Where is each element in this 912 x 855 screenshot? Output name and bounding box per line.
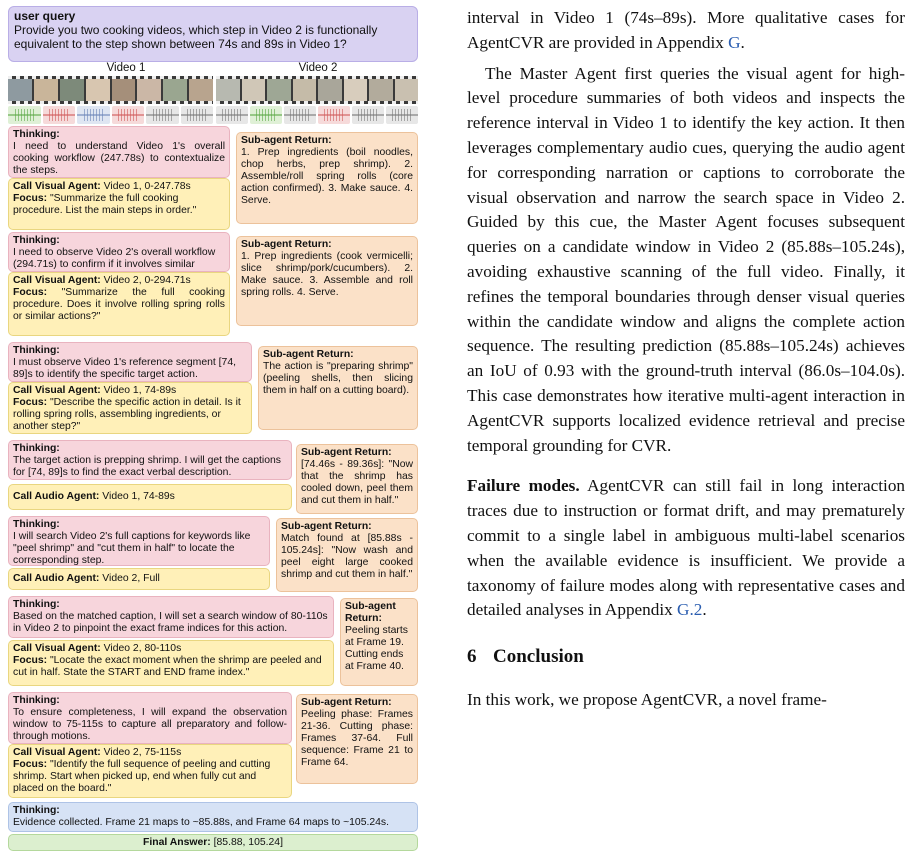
return-text: Peeling starts at Frame 19. Cutting ends at Frame 40. xyxy=(345,625,408,672)
step3-return xyxy=(258,346,418,430)
paragraph-continued xyxy=(467,6,905,56)
final-thinking-text: Evidence collected. Frame 21 maps to ~85.88s, and Frame 64 maps to ~105.24s. xyxy=(13,817,390,828)
call-text: Video 2, 75-115s xyxy=(103,747,182,758)
thinking-text: I need to understand Video 1's overall cooking workflow (247.78s) to contextualize the steps. xyxy=(13,141,225,176)
step6-call xyxy=(8,640,334,686)
call-text: Video 1, 74-89s xyxy=(103,385,177,396)
section-title: Conclusion xyxy=(493,646,584,668)
thinking-label: Thinking: xyxy=(13,599,60,610)
thinking-text: I will search Video 2's full captions for keywords like "peel shrimp" and "cut them in half" to locate the corresponding step. xyxy=(13,531,251,566)
paragraph-end: . xyxy=(702,600,707,620)
thinking-text: To ensure completeness, I will expand the observation window to 75-115s to capture all preparatory and follow-through motions. xyxy=(13,707,287,742)
return-text: The action is "preparing shrimp" (peeling shells, then slicing them in half on a cutting board). xyxy=(263,361,413,396)
call-label: Call Audio Agent: xyxy=(13,491,100,502)
return-label: Sub-agent Return: xyxy=(301,697,392,708)
step6-return xyxy=(340,598,418,686)
paragraph-failure-modes xyxy=(467,474,905,623)
return-label: Sub-agent Return: xyxy=(263,349,354,360)
return-text: Peeling phase: Frames 21-36. Cutting phase: Frames 37-64. Full sequence: Frame 21 to Frame 64. xyxy=(301,709,413,768)
paragraph-text: AgentCVR can still fail in long interaction traces due to instruction or format drift, and may prematurely commit to a single label in ambiguous multi-label scenarios when the available evidence is insufficient. We provide a taxonomy of failure modes along with representative cases and detailed analyses in Appendix xyxy=(467,476,906,620)
section-heading xyxy=(467,645,905,670)
step3-call xyxy=(8,382,252,434)
focus-text: "Describe the specific action in detail. Is it rolling spring rolls, assembling ingredients, or another step?" xyxy=(13,397,241,432)
paragraph-text: interval in Video 1 (74s–89s). More qualitative cases for AgentCVR are provided in Appendix xyxy=(467,8,905,52)
focus-label: Focus: xyxy=(13,287,48,298)
call-label: Call Visual Agent: xyxy=(13,385,101,396)
step7-call xyxy=(8,744,292,798)
focus-text: "Summarize the full cooking procedure. Does it involve rolling spring rolls or similar actions?" xyxy=(13,287,225,322)
step2-return xyxy=(236,236,418,326)
failure-modes-heading: Failure modes. xyxy=(467,476,580,496)
final-answer xyxy=(8,834,418,851)
call-label: Call Visual Agent: xyxy=(13,747,101,758)
step5-return xyxy=(276,518,418,592)
call-text: Video 2, 0-294.71s xyxy=(103,275,191,286)
final-answer-value: [85.88, 105.24] xyxy=(213,837,283,848)
step4-call xyxy=(8,484,292,510)
step6-thinking xyxy=(8,596,334,638)
call-label: Call Visual Agent: xyxy=(13,643,101,654)
video2-audio-waveform xyxy=(216,105,418,125)
step2-call xyxy=(8,272,230,336)
appendix-link-g2[interactable]: G.2 xyxy=(677,600,703,620)
agent-trace-figure xyxy=(6,6,421,854)
call-label: Call Audio Agent: xyxy=(13,573,100,584)
thinking-text: Based on the matched caption, I will set a search window of 80-110s in Video 2 to pinpoint the exact frame indices for this action. xyxy=(13,611,328,634)
call-text: Video 2, Full xyxy=(102,573,160,584)
step5-thinking xyxy=(8,516,270,566)
return-text: Match found at [85.88s - 105.24s]: "Now wash and peel eight large cooked shrimp and cut them in half." xyxy=(281,533,413,580)
thinking-label: Thinking: xyxy=(13,695,60,706)
focus-label: Focus: xyxy=(13,759,48,770)
call-text: Video 1, 74-89s xyxy=(102,491,175,502)
section-number: 6 xyxy=(467,646,477,668)
video1-filmstrip xyxy=(8,76,213,104)
thinking-text: I must observe Video 1's reference segment [74, 89]s to identify the specific target action. xyxy=(13,357,237,380)
step7-return xyxy=(296,694,418,784)
focus-text: "Locate the exact moment when the shrimp are peeled and cut in half. State the START and END frame index." xyxy=(13,655,322,678)
video2-filmstrip xyxy=(216,76,418,104)
step2-thinking xyxy=(8,232,230,272)
call-text: Video 1, 0-247.78s xyxy=(103,181,191,192)
paper-text-column xyxy=(467,0,905,713)
return-label: Sub-agent Return: xyxy=(241,135,332,146)
return-label: Sub-agent Return: xyxy=(281,521,372,532)
user-query-label: user query xyxy=(14,9,76,23)
step1-return xyxy=(236,132,418,224)
final-answer-label: Final Answer: xyxy=(143,837,211,848)
thinking-label: Thinking: xyxy=(13,519,60,530)
thinking-label: Thinking: xyxy=(13,235,60,246)
step3-thinking xyxy=(8,342,252,382)
call-label: Call Visual Agent: xyxy=(13,275,101,286)
thinking-label: Thinking: xyxy=(13,345,60,356)
call-text: Video 2, 80-110s xyxy=(103,643,182,654)
paragraph-end: . xyxy=(740,32,745,52)
paragraph-master-agent: The Master Agent first queries the visual agent for high-level procedure summaries of both videos and inspects the reference interval in Video 1 to identify the key action. It then leverages complementary audio cues, querying the audio agent for corresponding narration or captions to corroborate the visual observation and narrow the search space in Video 2. Guided by this cue, the Master Agent focuses subsequent queries on a candidate window in Video 2 (85.88s–105.24s), avoiding exhaustive scanning of the full video. Finally, it refines the temporal boundaries through denser visual queries within the candidate window and aligns the complete action sequence. The resulting prediction (85.88s–105.24s) achieves an IoU of 0.93 with the ground-truth interval (86.0s–104.0s). This case demonstrates how iterative multi-agent interaction in AgentCVR supports localized evidence retrieval and precise temporal grounding for CVR. xyxy=(467,63,905,455)
step1-call xyxy=(8,178,230,230)
return-label: Sub-agent Return: xyxy=(345,601,396,624)
return-label: Sub-agent Return: xyxy=(241,239,332,250)
user-query-text: Provide you two cooking videos, which step in Video 2 is functionally equivalent to the step shown between 74s and 89s in Video 1? xyxy=(14,23,378,51)
focus-text: "Summarize the full cooking procedure. List the main steps in order." xyxy=(13,193,197,216)
step4-return xyxy=(296,444,418,514)
thinking-text: The target action is prepping shrimp. I will get the captions for [74, 89]s to find the exact verbal description. xyxy=(13,455,281,478)
video2-label: Video 2 xyxy=(298,62,338,74)
paragraph-conclusion: In this work, we propose AgentCVR, a novel frame- xyxy=(467,689,827,709)
focus-text: "Identify the full sequence of peeling and cutting shrimp. Start when picked up, end when fully cut and placed on the board." xyxy=(13,759,271,794)
step7-thinking xyxy=(8,692,292,744)
step1-thinking xyxy=(8,126,230,178)
thinking-label: Thinking: xyxy=(13,443,60,454)
focus-label: Focus: xyxy=(13,655,48,666)
step5-call xyxy=(8,568,270,590)
thinking-label: Thinking: xyxy=(13,129,60,140)
final-thinking xyxy=(8,802,418,832)
video1-label: Video 1 xyxy=(106,62,146,74)
thinking-label: Thinking: xyxy=(13,805,60,816)
thinking-text: I need to observe Video 2's overall workflow (294.71s) to confirm if it involves similar xyxy=(13,247,216,270)
return-text: 1. Prep ingredients (boil noodles, chop herbs, prep shrimp). 2. Assemble/roll spring rolls (core action confirmed). 3. Make sauce. 4. Serve. xyxy=(241,147,413,206)
step4-thinking xyxy=(8,440,292,480)
focus-label: Focus: xyxy=(13,397,48,408)
appendix-link-g[interactable]: G xyxy=(728,32,741,52)
call-label: Call Visual Agent: xyxy=(13,181,101,192)
return-label: Sub-agent Return: xyxy=(301,447,392,458)
return-text: [74.46s - 89.36s]: "Now that the shrimp has cooled down, peel them and cut them in half." xyxy=(301,459,413,506)
return-text: 1. Prep ingredients (cook vermicelli; slice shrimp/pork/cucumbers). 2. Make sauce. 3. Assemble and roll spring rolls. 4. Serve. xyxy=(241,251,413,298)
video1-audio-waveform xyxy=(8,105,213,125)
user-query-box xyxy=(8,6,418,62)
focus-label: Focus: xyxy=(13,193,48,204)
